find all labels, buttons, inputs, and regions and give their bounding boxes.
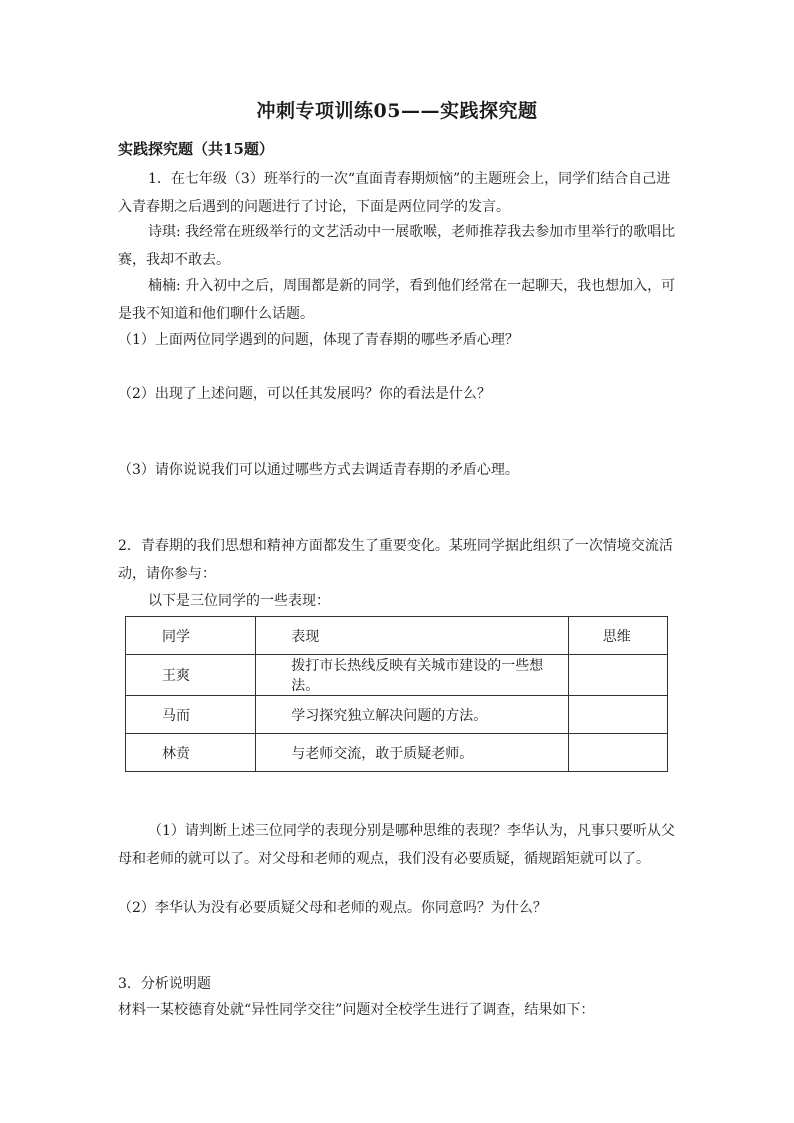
q1-speaker-1: 诗琪: 我经常在班级举行的文艺活动中一展歌喉，老师推荐我去参加市里举行的歌唱比赛，我却不敢去。 <box>118 224 676 268</box>
q1-speaker-2: 楠楠: 升入初中之后，周围都是新的同学，看到他们经常在一起聊天，我也想加入，可是我不知道和他们聊什么话题。 <box>118 278 676 322</box>
q1-sub-question-3: （3）请你说说我们可以通过哪些方式去调适青春期的矛盾心理。 <box>118 462 519 478</box>
performance-table <box>125 616 668 772</box>
q1-sub-question-2: （2）出现了上述问题，可以任其发展吗？你的看法是什么？ <box>118 386 491 402</box>
table-cell-performance: 拨打市长热线反映有关城市建设的一些想法。 <box>256 655 569 696</box>
q2-intro: 以下是三位同学的一些表现： <box>148 593 330 609</box>
q1-sub-question-1: （1）上面两位同学遇到的问题，体现了青春期的哪些矛盾心理？ <box>118 332 519 348</box>
table-header-cell: 思维 <box>568 617 667 655</box>
table-cell-student: 马而 <box>126 696 256 734</box>
table-header-cell: 同学 <box>126 617 256 655</box>
table-header-cell: 表现 <box>256 617 569 655</box>
table-cell-student: 林贲 <box>126 734 256 772</box>
table-cell-student: 王爽 <box>126 655 256 696</box>
q2-sub-question-1: （1）请判断上述三位同学的表现分别是哪种思维的表现？李华认为，凡事只要听从父母和老师的就可以了。对父母和老师的观点，我们没有必要质疑，循规蹈矩就可以了。 <box>118 823 675 867</box>
table-row <box>126 696 668 734</box>
page-title: 冲刺专项训练05——实践探究题 <box>256 100 538 122</box>
table-header-row <box>126 617 668 655</box>
q3-stem: 3．分析说明题 <box>118 976 211 992</box>
section-heading: 实践探究题（共15题） <box>118 140 274 158</box>
table-cell-performance: 学习探究独立解决问题的方法。 <box>256 696 569 734</box>
table-row <box>126 734 668 772</box>
table-cell-thinking <box>568 696 667 734</box>
table-cell-thinking <box>568 655 667 696</box>
q1-stem: 1．在七年级（3）班举行的一次“直面青春期烦恼”的主题班会上，同学们结合自己进入青春期之后遇到的问题进行了讨论，下面是两位同学的发言。 <box>118 171 671 215</box>
table-cell-performance: 与老师交流，敢于质疑老师。 <box>256 734 569 772</box>
table-cell-thinking <box>568 734 667 772</box>
q2-stem: 2．青春期的我们思想和精神方面都发生了重要变化。某班同学据此组织了一次情境交流活动，请你参与： <box>118 538 673 582</box>
q2-sub-question-2: （2）李华认为没有必要质疑父母和老师的观点。你同意吗？为什么？ <box>118 900 547 916</box>
table-row <box>126 655 668 696</box>
q3-material: 材料一某校德育处就“异性同学交往”问题对全校学生进行了调查，结果如下： <box>118 1002 595 1018</box>
